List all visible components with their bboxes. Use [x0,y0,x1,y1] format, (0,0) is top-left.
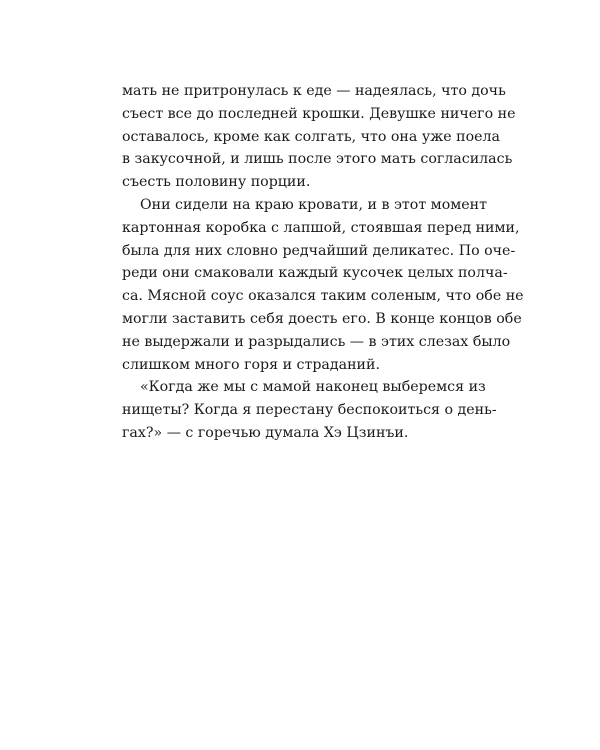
text-line: гах?» — с горечью думала Хэ Цзинъи. [122,424,409,441]
text-line: реди они смаковали каждый кусочек целых полча- [122,265,508,282]
text-line: была для них словно редчайший деликатес. По оче- [122,242,516,259]
paragraph-2 [122,194,524,376]
text-line: не выдержали и разрыдались — в этих слезах было [122,333,511,350]
text-line: слишком много горя и страданий. [122,356,380,373]
text-line: Они сидели на краю кровати, и в этот момент [140,196,487,213]
text-line: «Когда же мы с мамой наконец выберемся из [140,379,486,396]
text-line: са. Мясной соус оказался таким соленым, что обе не [122,288,524,305]
text-line: оставалось, кроме как солгать, что она уже поела [122,128,501,145]
text-line: картонная коробка с лапшой, стоявшая перед ними, [122,219,520,236]
text-line: съест все до последней крошки. Девушке ничего не [122,105,516,122]
page-body-text [122,80,524,445]
text-line: в закусочной, и лишь после этого мать согласилась [122,151,513,168]
text-line: могли заставить себя доесть его. В конце концов обе [122,310,522,327]
text-line: съесть половину порции. [122,174,311,191]
paragraph-1 [122,80,516,194]
paragraph-3 [122,376,497,444]
text-line: нищеты? Когда я перестану беспокоиться о день- [122,402,497,419]
text-line: мать не притронулась к еде — надеялась, что дочь [122,83,506,99]
